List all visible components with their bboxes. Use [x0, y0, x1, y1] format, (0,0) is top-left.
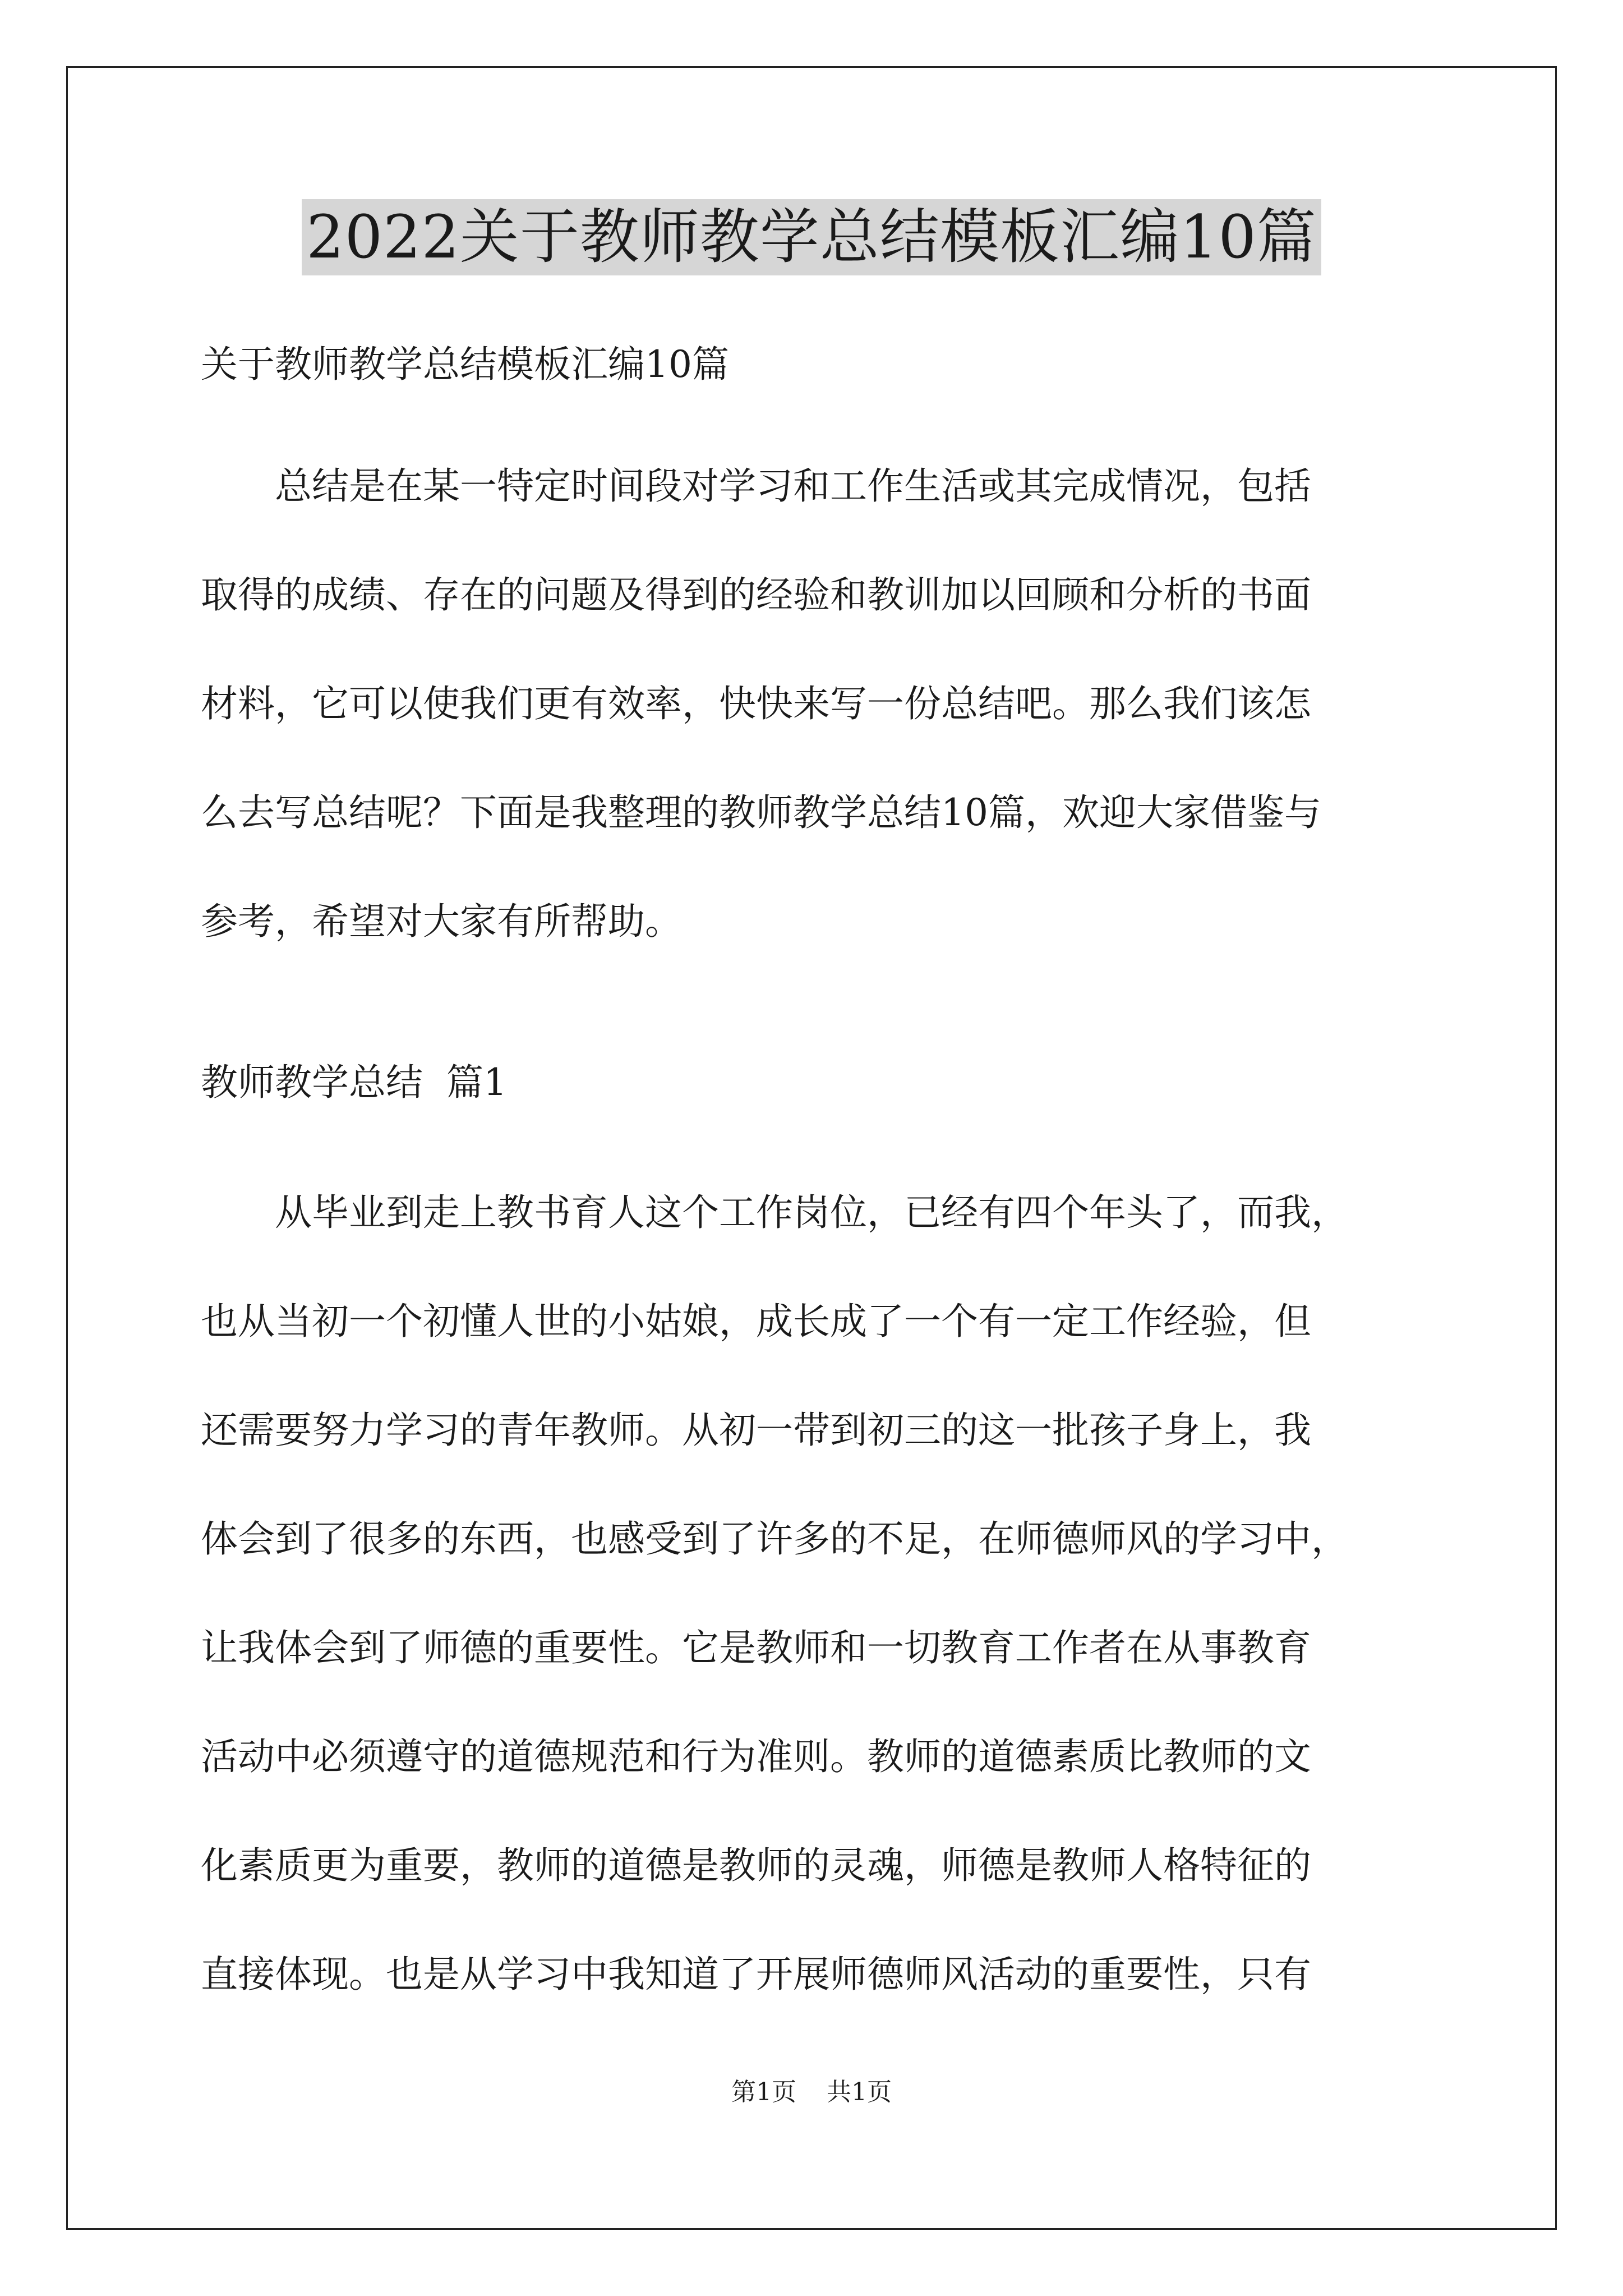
- page-footer: [0, 2076, 1623, 2109]
- document-title: 2022关于教师教学总结模板汇编10篇: [302, 199, 1321, 275]
- body-line: 也从当初一个初懂人世的小姑娘，成长成了一个有一定工作经验，但: [201, 1300, 1311, 1343]
- document-subtitle: 关于教师教学总结模板汇编10篇: [201, 343, 729, 386]
- intro-paragraph: [201, 432, 1435, 976]
- intro-line: 取得的成绩、存在的问题及得到的经验和教训加以回顾和分析的书面: [201, 573, 1311, 616]
- body-line: 化素质更为重要，教师的道德是教师的灵魂，师德是教师人格特征的: [201, 1844, 1311, 1887]
- body-line: 让我体会到了师德的重要性。它是教师和一切教育工作者在从事教育: [201, 1626, 1311, 1669]
- intro-line: 参考，希望对大家有所帮助。: [201, 900, 682, 943]
- intro-line: 材料，它可以使我们更有效率，快快来写一份总结吧。那么我们该怎: [201, 682, 1311, 725]
- body-line: 直接体现。也是从学习中我知道了开展师德师风活动的重要性，只有: [201, 1953, 1311, 1996]
- title-container: [0, 199, 1623, 275]
- section-heading: 教师教学总结 篇1: [201, 1061, 507, 1104]
- body-line: 还需要努力学习的青年教师。从初一带到初三的这一批孩子身上，我: [201, 1409, 1311, 1452]
- body-line: 活动中必须遵守的道德规范和行为准则。教师的道德素质比教师的文: [201, 1735, 1311, 1778]
- body-line: 体会到了很多的东西，也感受到了许多的不足，在师德师风的学习中，: [201, 1517, 1348, 1561]
- intro-line: 总结是在某一特定时间段对学习和工作生活或其完成情况，包括: [275, 464, 1311, 508]
- body-line: 从毕业到走上教书育人这个工作岗位，已经有四个年头了，而我，: [275, 1191, 1348, 1234]
- page-total: 共1页: [827, 2078, 892, 2106]
- intro-line: 么去写总结呢？下面是我整理的教师教学总结10篇，欢迎大家借鉴与: [201, 791, 1321, 834]
- body-paragraph: [201, 1158, 1435, 2029]
- page-number: 第1页: [731, 2078, 796, 2106]
